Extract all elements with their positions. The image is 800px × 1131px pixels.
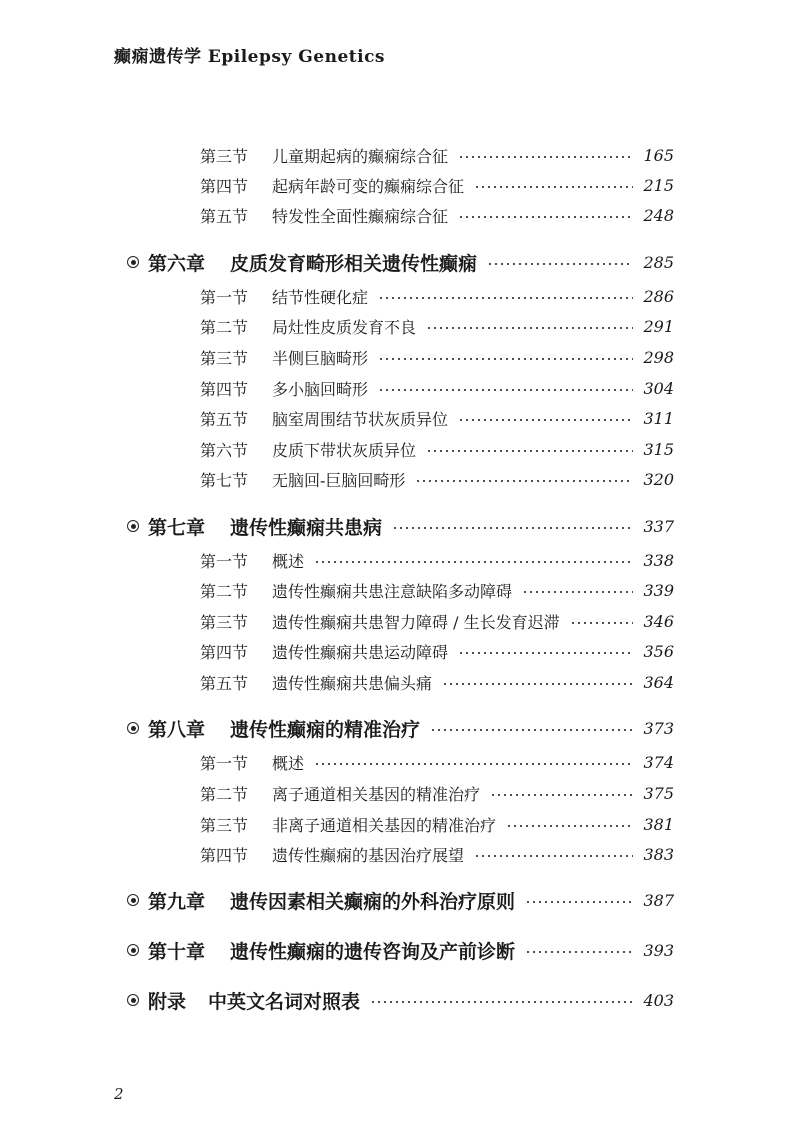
toc-chapter-entry[interactable] [0,512,800,540]
dot-leader [392,512,633,540]
toc-entry-page: 403 [643,990,674,1010]
dot-leader [458,141,633,169]
toc-entry-number: 第一节 [200,551,249,571]
toc-entry-page: 356 [643,641,674,661]
toc-entry-title: 半侧巨脑畸形 [272,348,369,368]
toc-section-entry[interactable] [0,810,800,838]
toc-chapter-entry[interactable] [0,248,800,276]
toc-section-entry[interactable] [0,840,800,868]
dot-leader [415,465,633,493]
toc-section-entry[interactable] [0,312,800,340]
toc-entry-number: 第四节 [200,642,249,662]
toc-section-entry[interactable] [0,637,800,665]
toc-entry-page: 374 [643,752,674,772]
toc-entry-number: 第六章 [148,252,206,275]
running-head: 癫痫遗传学 Epilepsy Genetics [114,47,385,67]
dot-leader [370,986,633,1014]
toc-entry-number: 第九章 [148,890,206,913]
dot-leader [570,607,633,635]
toc-entry-page: 248 [643,205,674,225]
dot-leader [442,668,633,696]
dot-leader [525,936,633,964]
toc-entry-title: 皮质下带状灰质异位 [272,440,417,460]
dot-leader [525,886,633,914]
toc-entry-title: 遗传性癫痫共患偏头痛 [272,673,433,693]
toc-entry-page: 285 [643,252,674,272]
toc-entry-page: 393 [643,940,674,960]
toc-entry-title: 特发性全面性癫痫综合征 [272,206,449,226]
toc-entry-page: 311 [643,408,674,428]
toc-chapter-entry[interactable] [0,886,800,914]
toc-entry-title: 遗传性癫痫共患注意缺陷多动障碍 [272,581,513,601]
toc-section-entry[interactable] [0,404,800,432]
toc-entry-title: 遗传性癫痫共患病 [230,516,383,539]
toc-entry-number: 第七节 [200,470,249,490]
dot-leader [458,404,633,432]
dot-leader [378,282,633,310]
toc-entry-number: 第五节 [200,409,249,429]
toc-section-entry[interactable] [0,343,800,371]
toc-chapter-entry[interactable] [0,986,800,1014]
toc-entry-number: 第一节 [200,753,249,773]
toc-section-entry[interactable] [0,668,800,696]
toc-entry-title: 中英文名词对照表 [208,990,361,1013]
dot-leader [458,201,633,229]
bullet-icon [127,944,139,956]
toc-entry-page: 375 [643,783,674,803]
dot-leader [490,779,633,807]
toc-entry-title: 儿童期起病的癫痫综合征 [272,146,449,166]
toc-entry-title: 结节性硬化症 [272,287,369,307]
toc-entry-number: 附录 [148,990,187,1013]
toc-entry-title: 遗传因素相关癫痫的外科治疗原则 [230,890,516,913]
toc-entry-page: 381 [643,814,674,834]
toc-entry-title: 多小脑回畸形 [272,379,369,399]
toc-section-entry[interactable] [0,141,800,169]
toc-entry-page: 387 [643,890,674,910]
toc-entry-number: 第六节 [200,440,249,460]
toc-entry-page: 337 [643,516,674,536]
toc-section-entry[interactable] [0,201,800,229]
bullet-icon [127,894,139,906]
dot-leader [474,840,633,868]
bullet-icon [127,520,139,532]
toc-entry-page: 373 [643,718,674,738]
toc-entry-number: 第十章 [148,940,206,963]
dot-leader [314,748,633,776]
toc-entry-page: 383 [643,844,674,864]
toc-entry-title: 离子通道相关基因的精准治疗 [272,784,481,804]
dot-leader [378,343,633,371]
toc-entry-title: 遗传性癫痫的基因治疗展望 [272,845,465,865]
toc-entry-number: 第二节 [200,581,249,601]
toc-entry-page: 304 [643,378,674,398]
toc-entry-title: 遗传性癫痫共患运动障碍 [272,642,449,662]
toc-section-entry[interactable] [0,465,800,493]
toc-entry-title: 脑室周围结节状灰质异位 [272,409,449,429]
bullet-icon [127,722,139,734]
toc-entry-page: 338 [643,550,674,570]
toc-entry-page: 291 [643,316,674,336]
toc-section-entry[interactable] [0,282,800,310]
toc-entry-title: 概述 [272,753,305,773]
toc-entry-page: 215 [643,175,674,195]
toc-section-entry[interactable] [0,779,800,807]
toc-entry-page: 286 [643,286,674,306]
toc-section-entry[interactable] [0,576,800,604]
toc-section-entry[interactable] [0,607,800,635]
toc-section-entry[interactable] [0,374,800,402]
toc-entry-number: 第二节 [200,317,249,337]
toc-entry-page: 298 [643,347,674,367]
toc-chapter-entry[interactable] [0,936,800,964]
dot-leader [487,248,633,276]
toc-entry-title: 遗传性癫痫的遗传咨询及产前诊断 [230,940,516,963]
toc-entry-title: 起病年龄可变的癫痫综合征 [272,176,465,196]
toc-entry-number: 第八章 [148,718,206,741]
toc-entry-title: 皮质发育畸形相关遗传性癫痫 [230,252,478,275]
bullet-icon [127,256,139,268]
toc-entry-page: 315 [643,439,674,459]
dot-leader [426,312,633,340]
toc-entry-title: 非离子通道相关基因的精准治疗 [272,815,497,835]
toc-entry-title: 局灶性皮质发育不良 [272,317,417,337]
toc-entry-title: 遗传性癫痫的精准治疗 [230,718,421,741]
toc-entry-page: 320 [643,469,674,489]
toc-entry-page: 364 [643,672,674,692]
dot-leader [474,171,633,199]
toc-entry-title: 遗传性癫痫共患智力障碍 / 生长发育迟滞 [272,612,560,632]
toc-entry-number: 第三节 [200,815,249,835]
toc-entry-number: 第四节 [200,379,249,399]
toc-entry-title: 无脑回-巨脑回畸形 [272,470,406,490]
toc-entry-number: 第三节 [200,348,249,368]
toc-entry-number: 第四节 [200,176,249,196]
dot-leader [506,810,633,838]
dot-leader [522,576,633,604]
bullet-icon [127,994,139,1006]
page-number: 2 [114,1085,124,1103]
toc-entry-number: 第三节 [200,146,249,166]
dot-leader [426,435,633,463]
dot-leader [314,546,633,574]
toc-section-entry[interactable] [0,435,800,463]
toc-entry-number: 第五节 [200,206,249,226]
toc-chapter-entry[interactable] [0,714,800,742]
dot-leader [378,374,633,402]
toc-entry-page: 346 [643,611,674,631]
toc-section-entry[interactable] [0,171,800,199]
toc-entry-page: 165 [643,145,674,165]
dot-leader [430,714,633,742]
toc-entry-page: 339 [643,580,674,600]
toc-entry-number: 第一节 [200,287,249,307]
toc-section-entry[interactable] [0,748,800,776]
toc-entry-number: 第二节 [200,784,249,804]
toc-entry-number: 第五节 [200,673,249,693]
toc-entry-number: 第七章 [148,516,206,539]
toc-section-entry[interactable] [0,546,800,574]
dot-leader [458,637,633,665]
toc-entry-number: 第四节 [200,845,249,865]
toc-entry-title: 概述 [272,551,305,571]
toc-entry-number: 第三节 [200,612,249,632]
